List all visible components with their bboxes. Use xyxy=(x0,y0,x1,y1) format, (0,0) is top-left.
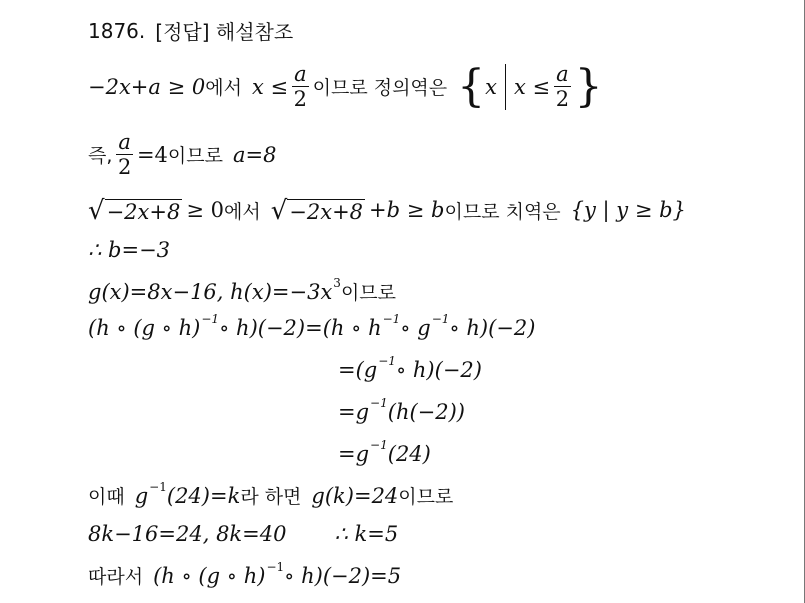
comp-rhs2: ∘ g xyxy=(400,316,431,340)
inverse-sup-6: −1 xyxy=(370,438,388,452)
fraction-a-over-2: $\frac{a}{2}$ xyxy=(293,62,308,112)
comp-rhs3: ∘ h)(−2) xyxy=(449,316,536,340)
set-variable: x xyxy=(485,74,497,99)
solution-line-range xyxy=(88,196,686,224)
left-brace: { xyxy=(457,61,486,113)
text-ttaraseo: 따라서 xyxy=(88,566,144,588)
solution-line-solve: 8k−16=24, 8k=40 ∴ k=5 xyxy=(88,522,399,546)
comp-rhs1: =(h ∘ h xyxy=(305,316,382,340)
set-bar xyxy=(505,64,506,110)
solution-line-a xyxy=(88,130,276,179)
problem-number: 1876. xyxy=(88,18,146,43)
final-k: ∴ k=5 xyxy=(334,522,399,546)
inverse-sup-7: −1 xyxy=(149,479,167,494)
fraction-a-over-2-b: $\frac{a}{2}$ xyxy=(117,130,132,180)
exponent-3: 3 xyxy=(333,275,341,290)
text-jeuk: 즉, xyxy=(88,145,113,168)
text-domain: 이므로 정의역은 xyxy=(312,77,448,100)
solution-line-functions xyxy=(88,275,396,305)
set-condition: x ≤ xyxy=(513,74,551,99)
text-range: 이므로 치역은 xyxy=(444,200,561,223)
text-eseo-2: 에서 xyxy=(223,200,261,223)
inverse-sup-3: −1 xyxy=(431,312,450,326)
solution-line-domain xyxy=(88,62,603,111)
plus-b: +b ≥ b xyxy=(369,198,445,222)
answer-tag: [정답] 해설참조 xyxy=(155,20,294,44)
solution-line-composition xyxy=(88,312,536,340)
problem-header xyxy=(88,16,293,45)
a-result: a=8 xyxy=(232,142,277,167)
solution-line-final: 따라서 (h ∘ (g ∘ h) −1 ∘ h)(−2)=5 xyxy=(88,559,402,588)
comp-lhs: (h ∘ (g ∘ h) xyxy=(88,316,201,340)
equals-4: =4 xyxy=(136,142,168,167)
inverse-sup-2: −1 xyxy=(382,312,401,326)
ge-zero: ≥ 0 xyxy=(186,198,224,222)
set-fraction: $\frac{a}{2}$ xyxy=(555,62,570,112)
inverse-sup: −1 xyxy=(201,312,220,326)
text-eseo: 에서 xyxy=(205,77,242,100)
right-brace: } xyxy=(574,61,603,113)
inequality: −2x+a ≥ 0 xyxy=(88,74,206,99)
text-ittae: 이때 xyxy=(88,486,125,508)
function-defs: g(x)=8x−16, h(x)=−3x xyxy=(88,279,333,304)
range-set: {y | y ≥ b} xyxy=(570,198,686,222)
sqrt-expression: √ −2x+8 xyxy=(88,196,181,226)
solution-step-2: =g −1 (h(−2)) xyxy=(338,396,466,424)
sqrt-expression-2: √ −2x+8 xyxy=(270,196,364,226)
text-imeuro-3: 이므로 xyxy=(398,486,454,508)
solution-line-b: ∴ b=−3 xyxy=(88,238,171,262)
text-rahamyeon: 라 하면 xyxy=(240,486,302,508)
inverse-sup-4: −1 xyxy=(378,354,396,368)
solution-line-k: 이때 g −1 (24)=k 라 하면 g(k)=24 이므로 xyxy=(88,479,454,508)
comp-lhs2: ∘ h)(−2) xyxy=(219,316,306,340)
inverse-sup-8: −1 xyxy=(266,559,285,574)
solution-step-1: =(g −1 ∘ h)(−2) xyxy=(338,354,482,382)
text-imeuro: 이므로 xyxy=(167,145,223,168)
inverse-sup-5: −1 xyxy=(370,396,388,410)
text-imeuro-2: 이므로 xyxy=(340,282,396,304)
x-le: x ≤ xyxy=(251,74,289,99)
solution-step-3: =g −1 (24) xyxy=(338,438,431,466)
